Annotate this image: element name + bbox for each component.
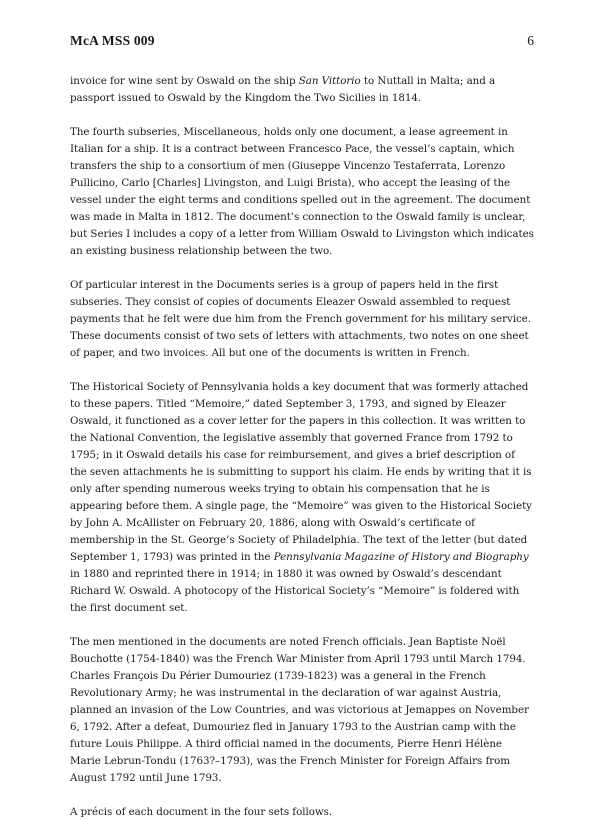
journal-title: Pennsylvania Magazine of History and Biography <box>273 551 529 563</box>
page-number: 6 <box>527 33 534 48</box>
paragraph-precis: A précis of each document in the four sets follows. <box>70 806 333 818</box>
paragraph-text: in 1880 and reprinted there in 1914; in 1880 it was owned by Oswald’s descendant Richard W. Oswald. A photocopy of the Historical Society’s “Memoire” is foldered with the first document set. <box>70 568 520 614</box>
paragraph-invoice-passport <box>70 73 534 107</box>
ship-name: San Vittorio <box>298 75 361 87</box>
paragraph-memoire <box>70 379 534 617</box>
paragraph-french-officials: The men mentioned in the documents are noted French officials. Jean Baptiste Noël Bouchotte (1754-1840) was the French War Minister from April 1793 until March 1794. Charles François Du Périer Dumouriez (1739-1823) was a general in the French Revolutionary Army; he was instrumental in the declaration of war against Austria, planned an invasion of the Low Countries, and was victorious at Jemappes on November 6, 1792. After a defeat, Dumouriez fled in January 1793 to the Austrian camp with the future Louis Philippe. A third official named in the documents, Pierre Henri Hélène Marie Lebrun-Tondu (1763?–1793), was the French Minister for Foreign Affairs from August 1792 until June 1793. <box>70 636 529 784</box>
paragraph-text: The Historical Society of Pennsylvania holds a key document that was formerly attached to these papers. Titled “Memoire,” dated September 3, 1793, and signed by Eleazer Oswald, it functioned as a cover letter for the papers in this collection. It was written to the National Convention, the legislative assembly that governed France from 1792 to 1795; in it Oswald details his case for reimbursement, and gives a brief description of the seven attachments he is submitting to support his claim. He ends by writing that it is only after spending numerous weeks trying to obtain his compensation that he is appearing before them. A single page, the “Memoire” was given to the Historical Society by John A. McAllister on February 20, 1886, along with Oswald’s certificate of membership in the St. George’s Society of Philadelphia. The text of the letter (but dated September 1, 1793) was printed in the <box>70 381 532 563</box>
paragraph-documents-series: Of particular interest in the Documents series is a group of papers held in the first subseries. They consist of copies of documents Eleazer Oswald assembled to request payments that he felt were due him from the French government for his military service. These documents consist of two sets of letters with attachments, two notes on one sheet of paper, and two invoices. All but one of the documents is written in French. <box>70 279 531 359</box>
running-header <box>70 33 534 53</box>
paragraph-text: to Nuttall in Malta; and a passport issued to Oswald by the Kingdom the Two Sicilies in 1814. <box>70 75 496 104</box>
paragraph-text: invoice for wine sent by Oswald on the ship <box>70 75 299 87</box>
body-text <box>70 73 534 821</box>
paragraph-miscellaneous-subseries: The fourth subseries, Miscellaneous, holds only one document, a lease agreement in Italian for a ship. It is a contract between Francesco Pace, the vessel’s captain, which transfers the ship to a consortium of men (Giuseppe Vincenzo Testaferrata, Lorenzo Pullicino, Carlo [Charles] Livingston, and Luigi Brista), who accept the leasing of the vessel under the eight terms and conditions spelled out in the agreement. The document was made in Malta in 1812. The document’s connection to the Oswald family is unclear, but Series I includes a copy of a letter from William Oswald to Livingston which indicates an existing business relationship between the two. <box>70 126 534 257</box>
collection-id: McA MSS 009 <box>70 33 155 48</box>
